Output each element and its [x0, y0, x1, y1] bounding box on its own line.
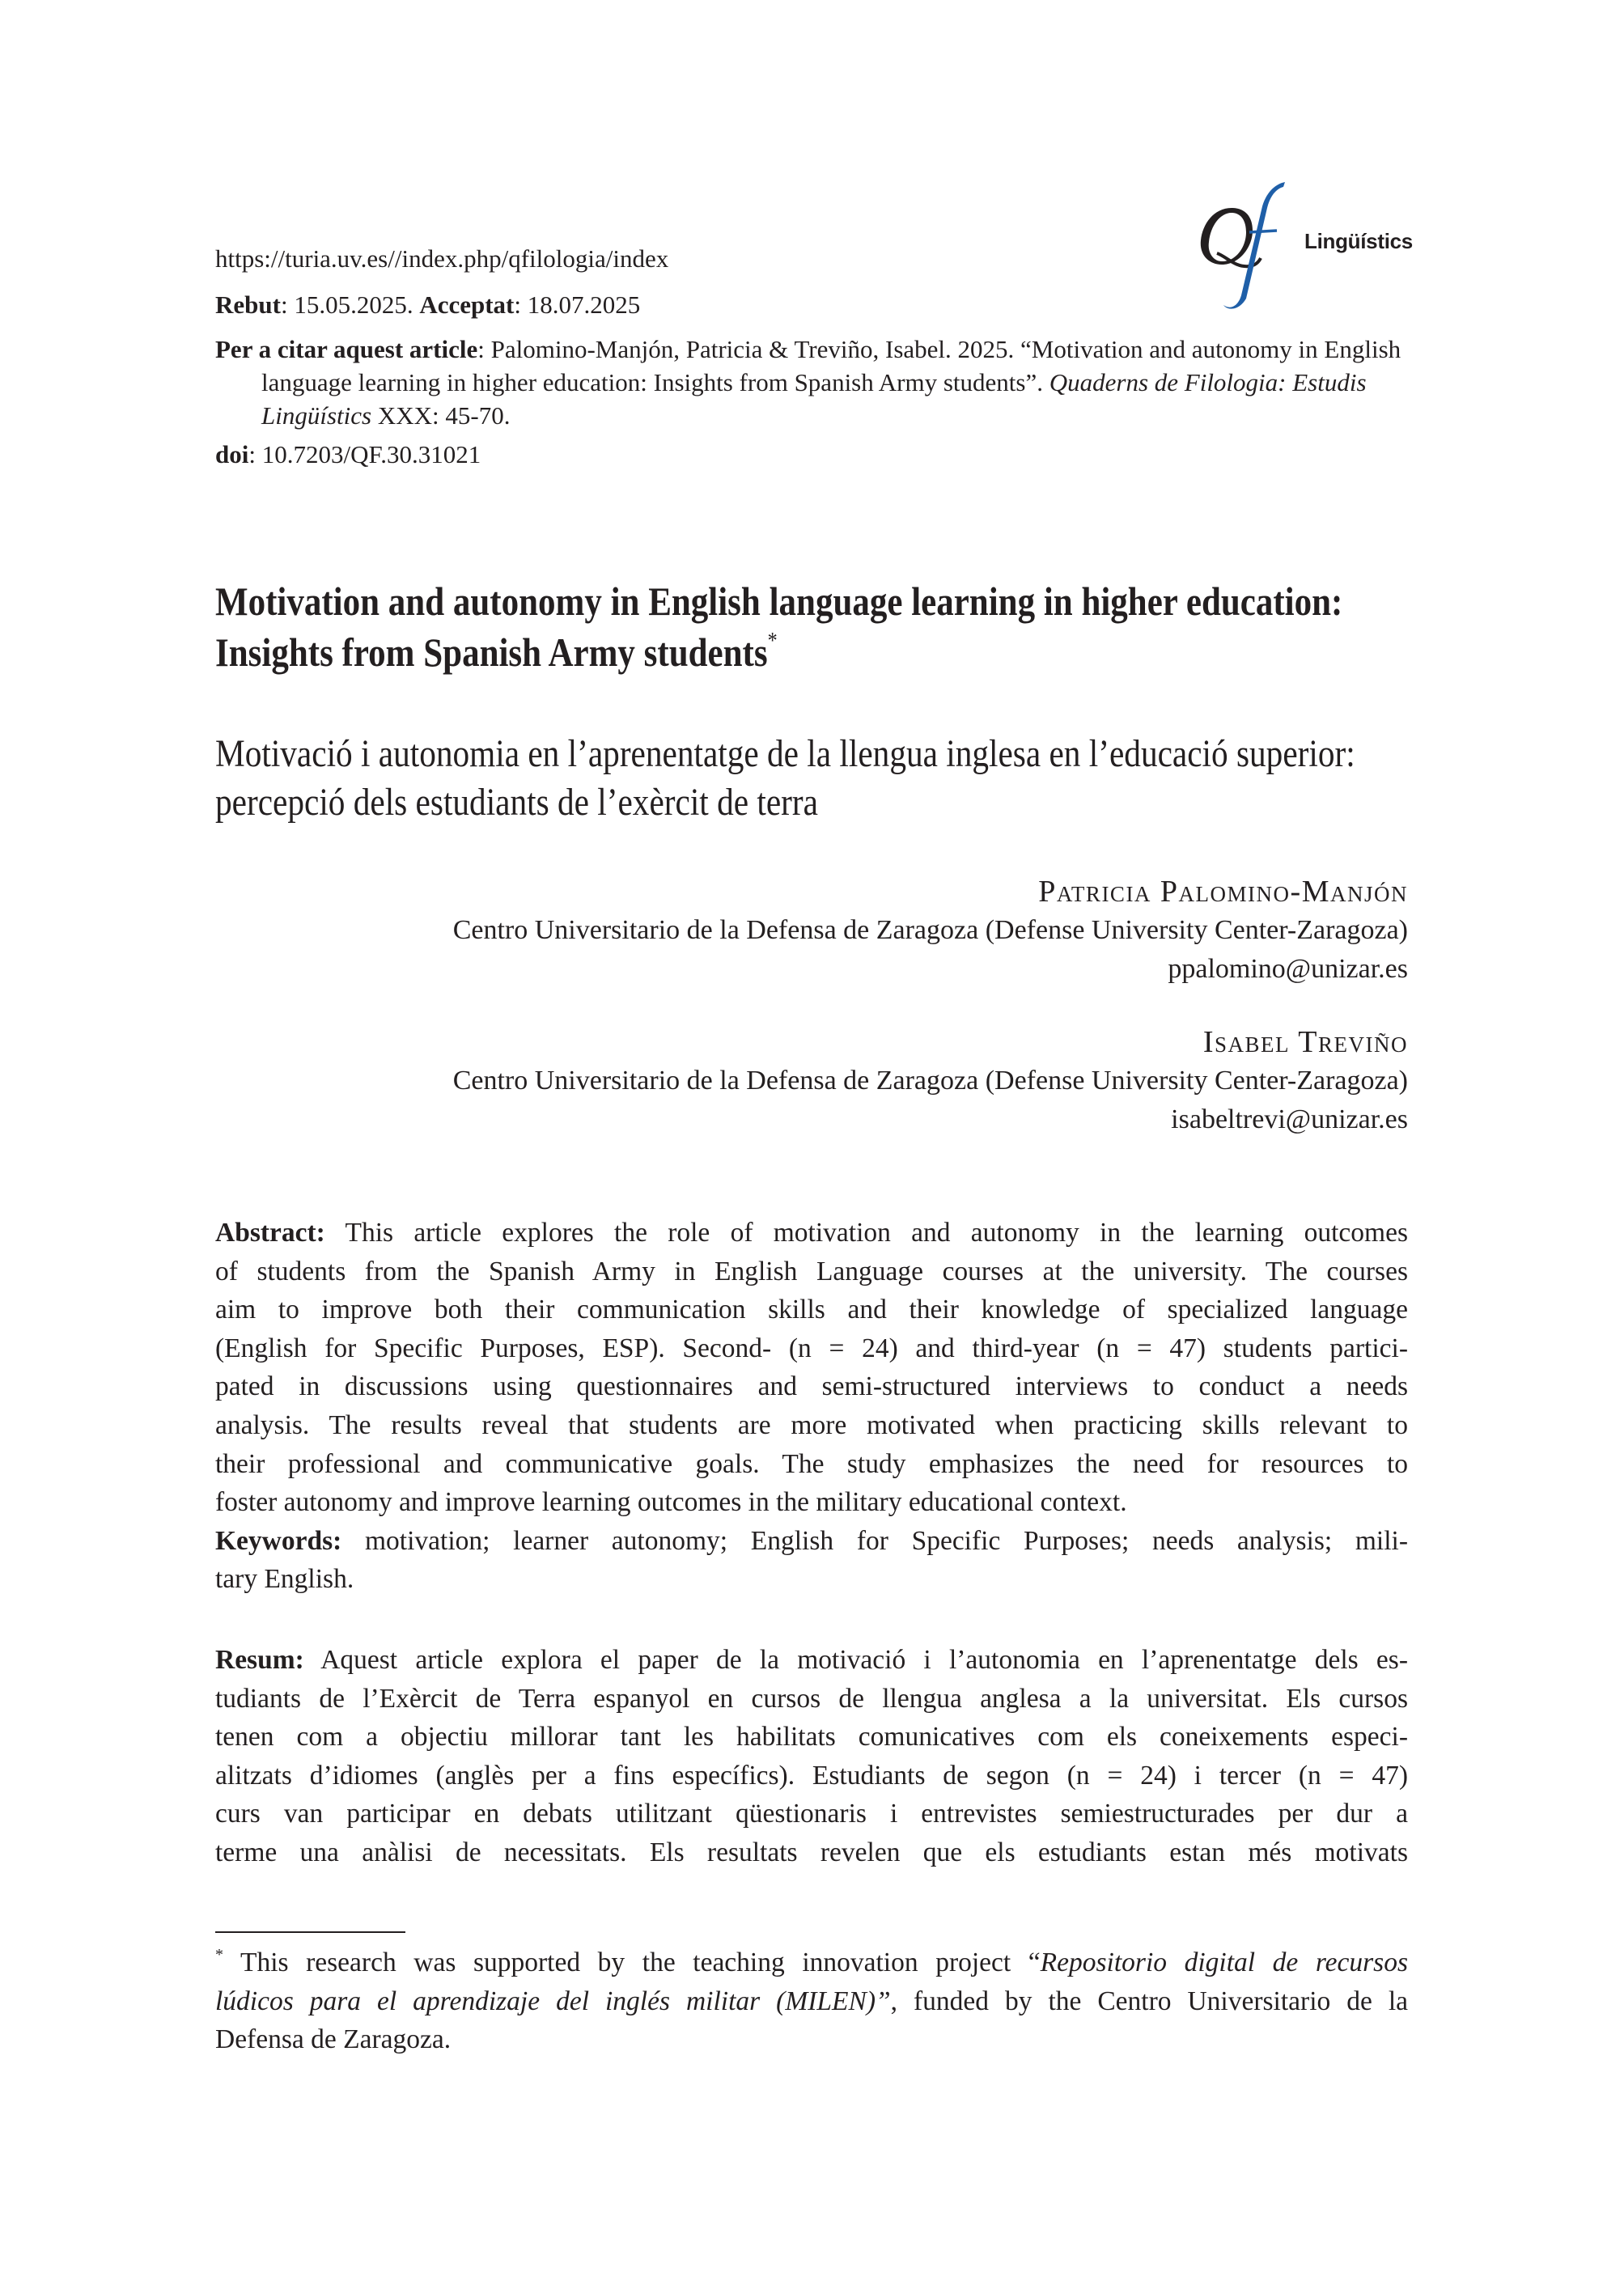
article-title: [215, 576, 1412, 678]
journal-logo: [1181, 166, 1424, 320]
title-footnote-mark[interactable]: *: [767, 629, 778, 654]
resum-line: tudiants de l’Exèrcit de Terra espanyol en cursos de llengua anglesa a la universitat. Els cursos: [215, 1683, 1408, 1714]
resum-line: alitzats d’idiomes (anglès per a fins específics). Estudiants de segon (n = 24) i tercer (n = 47): [215, 1760, 1408, 1791]
title-line-2-text: Insights from Spanish Army students: [215, 629, 768, 675]
footnote-text: This research was supported by the teaching innovation project “: [223, 1948, 1041, 1977]
footnote-divider: [215, 1931, 405, 1933]
abstract-label: Abstract:: [215, 1218, 325, 1248]
footnote-line-2: [215, 1982, 1408, 2021]
keywords-text: motivation; learner autonomy; English for Specific Purposes; needs analysis; mili-: [341, 1525, 1408, 1556]
abstract-line: foster autonomy and improve learning outcomes in the military educational context.: [215, 1487, 1127, 1518]
keywords-label: Keywords:: [215, 1525, 342, 1556]
subtitle-line-1: Motivació i autonomia en l’aprenentatge de la llengua inglesa en l’educació superior:: [215, 732, 1355, 775]
citation-label: Per a citar aquest article: [215, 335, 478, 363]
citation-block: Per a citar aquest article: Palomino-Manjón, Patricia & Treviño, Isabel. 2025. “Motivation and autonomy in English language learning in higher education: Insights from Spanish Army students”. Quaderns de Filologia: Estudis Lingüístics XXX: 45-70.: [215, 335, 1401, 430]
article-subtitle: [215, 730, 1412, 827]
doi-line: doi: 10.7203/QF.30.31021: [215, 440, 481, 468]
author-name: Patricia Palomino-Manjón: [1038, 875, 1408, 909]
accepted-label: Acceptat: [419, 290, 515, 319]
author-affiliation: Centro Universitario de la Defensa de Zaragoza (Defense University Center-Zaragoza): [452, 915, 1408, 945]
resum-label: Resum:: [215, 1645, 304, 1675]
abstract-line: aim to improve both their communication skills and their knowledge of specialized language: [215, 1295, 1408, 1325]
citation-pages: XXX: 45-70.: [377, 401, 511, 430]
abstract-line: [215, 1214, 1408, 1252]
footnote-mark: *: [215, 1946, 223, 1964]
abstract-line: (English for Specific Purposes, ESP). Second- (n = 24) and third-year (n = 47) students partici-: [215, 1333, 1408, 1363]
received-date: 15.05.2025.: [294, 290, 413, 319]
footnote-project-title: lúdicos para el aprendizaje del inglés militar (MILEN)”: [215, 1986, 891, 2016]
doi-label: doi: [215, 440, 249, 468]
footnote-project-title: Repositorio digital de recursos: [1040, 1948, 1408, 1977]
citation-text: Palomino-Manjón, Patricia & Treviño, Isabel. 2025. “Motivation and autonomy in English language learning in higher education: Insights from Spanish Army students”.: [261, 335, 1401, 396]
accepted-date: 18.07.2025: [527, 290, 641, 319]
abstract-line: pated in discussions using questionnaires and semi-structured interviews to conduct a needs: [215, 1371, 1408, 1402]
footnote-text: , funded by the Centro Universitario de la: [890, 1986, 1409, 2016]
resum-line: terme una anàlisi de necessitats. Els resultats revelen que els estudiants estan més motivats: [215, 1837, 1408, 1867]
abstract-line: analysis. The results reveal that students are more motivated when practicing skills relevant to: [215, 1409, 1408, 1440]
resum-section: [215, 1641, 1408, 1872]
abstract-line: of students from the Spanish Army in English Language courses at the university. The courses: [215, 1256, 1408, 1286]
author-block-2: [453, 1023, 1408, 1139]
author-block-1: [453, 872, 1408, 989]
abstract-line: their professional and communicative goals. The study emphasizes the need for resources to: [215, 1448, 1408, 1479]
journal-url[interactable]: https://turia.uv.es//index.php/qfilologia/index: [215, 244, 669, 273]
qf-monogram-icon: [1181, 166, 1303, 320]
abstract-text: This article explores the role of motivation and autonomy in the learning outcomes: [324, 1218, 1408, 1248]
footnote-line-1: [215, 1943, 1408, 1982]
author-email[interactable]: isabeltrevi@unizar.es: [1171, 1104, 1408, 1134]
title-line-2: [215, 627, 1412, 678]
keywords-line: tary English.: [215, 1564, 354, 1595]
citation-journal: Quaderns de Filologia: Estudis Lingüístics: [261, 368, 1367, 430]
submission-dates: Rebut: 15.05.2025. Acceptat: 18.07.2025: [215, 290, 641, 319]
author-affiliation: Centro Universitario de la Defensa de Zaragoza (Defense University Center-Zaragoza): [452, 1066, 1408, 1096]
footnote-line-3: Defensa de Zaragoza.: [215, 2024, 452, 2055]
resum-line: [215, 1641, 1408, 1680]
logo-label: Lingüístics: [1304, 229, 1413, 253]
author-name: Isabel Treviño: [1202, 1025, 1408, 1059]
title-line-1: Motivation and autonomy in English language learning in higher education:: [215, 579, 1343, 624]
doi-value[interactable]: 10.7203/QF.30.31021: [261, 440, 481, 468]
resum-line: curs van participar en debats utilitzant qüestionaris i entrevistes semiestructurades per dur a: [215, 1799, 1408, 1829]
resum-line: tenen com a objectiu millorar tant les habilitats comunicatives com els coneixements especi-: [215, 1722, 1408, 1753]
keywords-line: [215, 1522, 1408, 1561]
author-email[interactable]: ppalomino@unizar.es: [1168, 954, 1408, 984]
subtitle-line-2: percepció dels estudiants de l’exèrcit de terra: [215, 781, 818, 824]
received-label: Rebut: [215, 290, 281, 319]
resum-text: Aquest article explora el paper de la motivació i l’autonomia en l’aprenentatge dels es-: [303, 1645, 1408, 1675]
footnote: [215, 1943, 1408, 2059]
abstract-section: [215, 1214, 1408, 1599]
